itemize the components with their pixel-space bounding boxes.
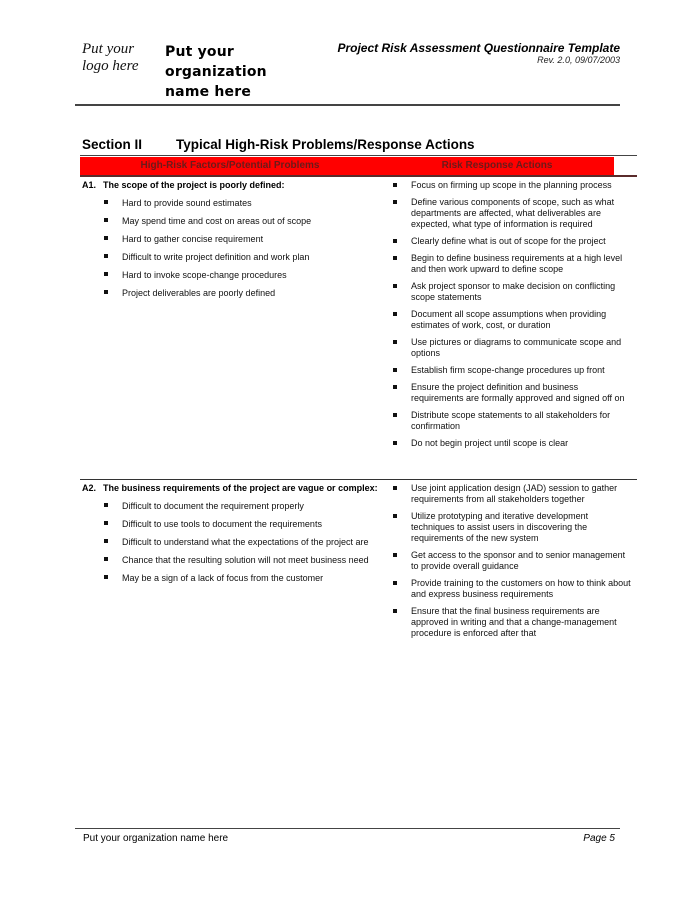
factor-list — [80, 494, 385, 587]
list-item — [80, 230, 385, 248]
factor-list — [80, 191, 385, 302]
table-top-border — [80, 155, 637, 156]
action-text: Distribute scope statements to all stakeholders for confirmation — [411, 410, 611, 431]
action-list — [385, 480, 637, 639]
action-text: Ask project sponsor to make decision on conflicting scope statements — [411, 281, 616, 302]
bullet-icon — [393, 553, 397, 557]
list-item — [385, 483, 637, 505]
action-text: Use joint application design (JAD) session to gather requirements from all stakeholders together — [411, 483, 618, 504]
actions-cell — [385, 177, 637, 455]
bullet-icon — [393, 514, 397, 518]
bullet-icon — [393, 239, 397, 243]
action-text: Clearly define what is out of scope for the project — [411, 236, 606, 246]
factors-cell — [80, 480, 385, 587]
bullet-icon — [104, 218, 108, 222]
bullet-icon — [393, 441, 397, 445]
bullet-icon — [393, 609, 397, 613]
page-number: Page 5 — [583, 833, 615, 844]
action-text: Document all scope assumptions when providing estimates of work, cost, or duration — [411, 309, 607, 330]
list-item — [385, 365, 637, 376]
action-text: Utilize prototyping and iterative development techniques to assist users in discovering the requirements of the new system — [411, 511, 589, 543]
document-title: Project Risk Assessment Questionnaire Template — [337, 41, 620, 55]
action-text: Ensure that the final business requirements are approved in writing and that a change-management procedure is enforced after that — [411, 606, 617, 638]
table-row — [80, 177, 637, 479]
bullet-icon — [104, 503, 108, 507]
action-text: Define various components of scope, such as what departments are affected, what deliverables are expected, what type of information is required — [411, 197, 615, 229]
bullet-icon — [104, 557, 108, 561]
action-text: Provide training to the customers on how to think about and express business requirements — [411, 578, 631, 599]
organization-name-placeholder: Put your organization name here — [165, 44, 267, 100]
bullet-icon — [393, 312, 397, 316]
problem-title — [80, 177, 385, 191]
list-item — [385, 180, 637, 191]
bullet-icon — [104, 575, 108, 579]
actions-cell — [385, 480, 637, 645]
factor-text: Difficult to use tools to document the requirements — [122, 519, 322, 529]
action-text: Focus on firming up scope in the planning process — [411, 180, 612, 190]
factor-text: Hard to gather concise requirement — [122, 234, 264, 244]
factor-text: Project deliverables are poorly defined — [122, 288, 276, 298]
problem-id: A2. — [82, 483, 97, 493]
factor-text: May spend time and cost on areas out of scope — [122, 216, 312, 226]
list-item — [385, 281, 637, 303]
list-item — [385, 253, 637, 275]
bullet-icon — [393, 368, 397, 372]
list-item — [80, 194, 385, 212]
factors-cell — [80, 177, 385, 302]
header-divider — [75, 104, 620, 106]
list-item — [80, 497, 385, 515]
problem-text: The scope of the project is poorly defined: — [103, 180, 285, 190]
footer-organization: Put your organization name here — [83, 833, 229, 844]
document-revision: Rev. 2.0, 09/07/2003 — [537, 55, 620, 65]
list-item — [80, 551, 385, 569]
factor-text: Hard to invoke scope-change procedures — [122, 270, 287, 280]
problem-title — [80, 480, 385, 494]
list-item — [385, 236, 637, 247]
bullet-icon — [393, 284, 397, 288]
factor-text: Difficult to write project definition and work plan — [122, 252, 310, 262]
action-text: Ensure the project definition and business requirements are formally approved and signed off on — [411, 382, 625, 403]
bullet-icon — [104, 290, 108, 294]
page-header — [75, 40, 620, 106]
bullet-icon — [104, 539, 108, 543]
factor-text: May be a sign of a lack of focus from the customer — [122, 573, 324, 583]
factor-text: Chance that the resulting solution will not meet business need — [122, 555, 369, 565]
bullet-icon — [393, 200, 397, 204]
logo-placeholder: Put your logo here — [82, 41, 139, 74]
bullet-icon — [104, 521, 108, 525]
problem-id: A1. — [82, 180, 97, 190]
list-item — [385, 511, 637, 544]
section-heading — [82, 137, 475, 153]
action-text: Do not begin project until scope is clear — [411, 438, 569, 448]
action-text: Get access to the sponsor and to senior management to provide overall guidance — [411, 550, 626, 571]
problem-text: The business requirements of the project are vague or complex: — [103, 483, 378, 493]
column-header-actions: Risk Response Actions — [441, 160, 553, 171]
table-header — [80, 157, 637, 175]
list-item — [385, 197, 637, 230]
factor-text: Hard to provide sound estimates — [122, 198, 252, 208]
list-item — [80, 569, 385, 587]
action-text: Establish firm scope-change procedures up front — [411, 365, 605, 375]
list-item — [385, 438, 637, 449]
list-item — [80, 515, 385, 533]
action-list — [385, 177, 637, 449]
bullet-icon — [393, 256, 397, 260]
list-item — [385, 309, 637, 331]
bullet-icon — [393, 486, 397, 490]
list-item — [385, 606, 637, 639]
bullet-icon — [393, 413, 397, 417]
column-header-factors: High-Risk Factors/Potential Problems — [140, 160, 320, 171]
list-item — [80, 212, 385, 230]
bullet-icon — [393, 581, 397, 585]
section-number: Section II — [82, 137, 143, 152]
list-item — [80, 248, 385, 266]
factor-text: Difficult to document the requirement properly — [122, 501, 304, 511]
list-item — [80, 533, 385, 551]
footer-divider — [75, 828, 620, 829]
list-item — [385, 578, 637, 600]
section-title: Typical High-Risk Problems/Response Actions — [176, 137, 475, 152]
list-item — [385, 337, 637, 359]
list-item — [385, 382, 637, 404]
list-item — [80, 266, 385, 284]
factor-text: Difficult to understand what the expectations of the project are — [122, 537, 369, 547]
bullet-icon — [104, 254, 108, 258]
bullet-icon — [393, 385, 397, 389]
list-item — [385, 410, 637, 432]
bullet-icon — [393, 340, 397, 344]
list-item — [385, 550, 637, 572]
action-text: Begin to define business requirements at a high level and then work upward to define scope — [411, 253, 623, 274]
bullet-icon — [104, 200, 108, 204]
bullet-icon — [104, 272, 108, 276]
table-row — [80, 480, 637, 660]
bullet-icon — [104, 236, 108, 240]
bullet-icon — [393, 183, 397, 187]
list-item — [80, 284, 385, 302]
action-text: Use pictures or diagrams to communicate scope and options — [411, 337, 622, 358]
